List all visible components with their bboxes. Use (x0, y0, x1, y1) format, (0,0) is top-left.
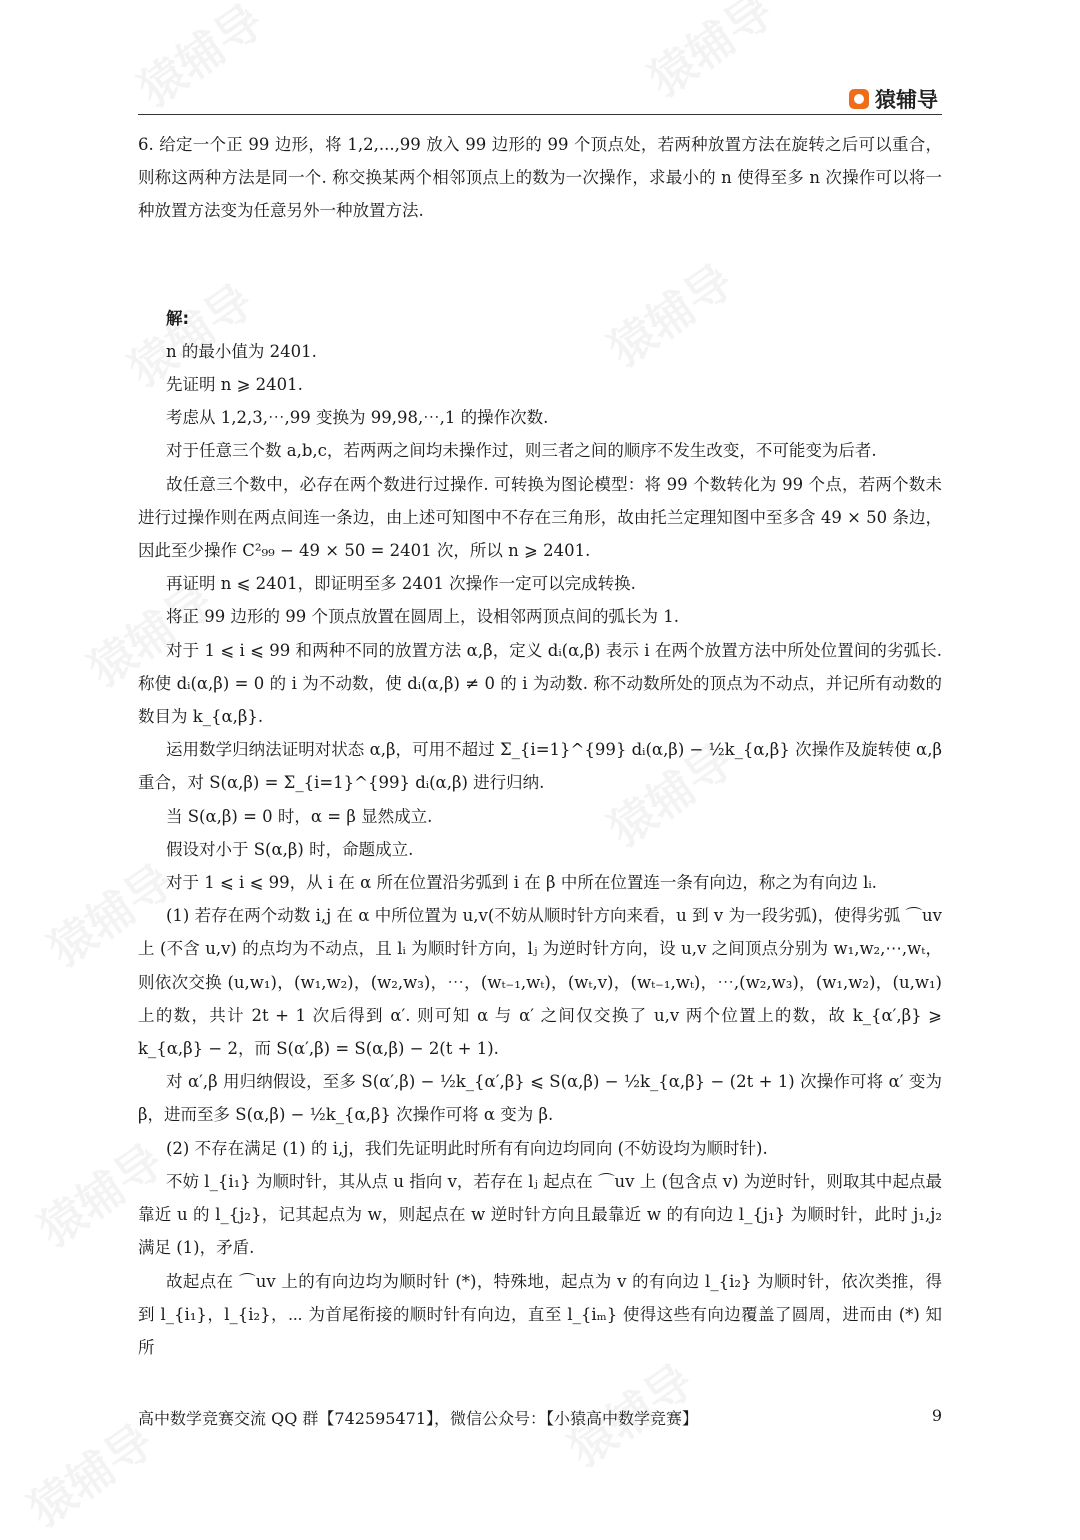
paragraph: 再证明 n ⩽ 2401，即证明至多 2401 次操作一定可以完成转换. (166, 574, 636, 594)
brand-logo (849, 84, 938, 114)
brand-logo-icon (849, 89, 869, 109)
watermark (124, 0, 275, 120)
footer-text: 高中数学竞赛交流 QQ 群【742595471】，微信公众号：【小猿高中数学竞赛】 (138, 1409, 699, 1428)
paragraph: 对 α′,β 用归纳假设，至多 S(α′,β) − ½k_{α′,β} ⩽ S(α,β) − ½k_{α,β} − (2t + 1) 次操作可将 α′ 变为 β，进而至多 S(α,β) − ½k_{α,β} 次操作可将 α 变为 β. (138, 1072, 942, 1125)
brand-name: 猿辅导 (875, 88, 938, 112)
paragraph: 对于 1 ⩽ i ⩽ 99，从 i 在 α 所在位置沿劣弧到 i 在 β 中所在位置连一条有向边，称之为有向边 lᵢ. (166, 873, 877, 893)
paragraph: 当 S(α,β) = 0 时，α = β 显然成立. (166, 806, 433, 826)
paragraph: (1) 若存在两个动数 i,j 在 α 中所位置为 u,v(不妨从顺时针方向来看，u 到 v 为一段劣弧)，使得劣弧 ⌒uv 上 (不含 u,v) 的点均为不动点，且 lᵢ 为顺时针方向，lⱼ 为逆时针方向，设 u,v 之间顶点分别为 w₁,w₂,⋯,wₜ，则依次交换 (u,w₁)，(w₁,w₂)，(w₂,w₃)，⋯，(wₜ₋₁,wₜ)，(wₜ,v)，(wₜ₋₁,wₜ)，⋯,(w₂,w₃)，(w₁,w₂)，(u,w₁) 上的数，共计 2t + 1 次后得到 α′. 则可知 α 与 α′ 之间仅交换了 u,v 两个位置上的数，故 k_{α′,β} ⩾ k_{α,β} − 2，而 S(α′,β) = S(α,β) − 2(t + 1). (138, 906, 942, 1059)
page-number: 9 (931, 1406, 942, 1425)
watermark (634, 0, 785, 110)
paragraph: 不妨 l_{i₁} 为顺时针，其从点 u 指向 v，若存在 lⱼ 起点在 ⌒uv 上 (包含点 v) 为逆时针，则取其中起点最靠近 u 的 l_{j₂}，记其起点为 w，则起点在 w 逆时针方向且最靠近 w 的有向边 l_{j₁} 为顺时针，此时 j₁,j₂ 满足 (1)，矛盾. (138, 1171, 942, 1258)
problem-statement: 6. 给定一个正 99 边形，将 1,2,...,99 放入 99 边形的 99 个顶点处，若两种放置方法在旋转之后可以重合，则称这两种方法是同一个. 称交换某两个相邻顶点上的数为一次操作，求最小的 n 使得至多 n 次操作可以将一种放置方法变为任意另外一种放置方法. (138, 135, 942, 221)
paragraph: (2) 不存在满足 (1) 的 i,j，我们先证明此时所有有向边均同向 (不妨设均为顺时针). (166, 1138, 768, 1158)
paragraph: 对于任意三个数 a,b,c，若两两之间均未操作过，则三者之间的顺序不发生改变，不可能变为后者. (166, 441, 877, 461)
page-footer (138, 1406, 942, 1429)
header-rule (138, 114, 942, 115)
paragraph: 运用数学归纳法证明对状态 α,β，可用不超过 Σ_{i=1}^{99} dᵢ(α,β) − ½k_{α,β} 次操作及旋转使 α,β 重合，对 S(α,β) = Σ_{i=1}^{99} dᵢ(α,β) 进行归纳. (138, 740, 942, 793)
solution-label: 解: (166, 308, 190, 328)
document-body (138, 128, 942, 1364)
paragraph: n 的最小值为 2401. (166, 341, 317, 361)
paragraph: 对于 1 ⩽ i ⩽ 99 和两种不同的放置方法 α,β，定义 dᵢ(α,β) 表示 i 在两个放置方法中所处位置间的劣弧长. 称使 dᵢ(α,β) = 0 的 i 为不动数，使 dᵢ(α,β) ≠ 0 的 i 为动数. 称不动数所处的顶点为不动点，并记所有动数的数目为 k_{α,β}. (138, 640, 942, 727)
paragraph: 假设对小于 S(α,β) 时，命题成立. (166, 839, 414, 859)
paragraph: 故起点在 ⌒uv 上的有向边均为顺时针 (*)，特殊地，起点为 v 的有向边 l_{i₂} 为顺时针，依次类推，得到 l_{i₁}，l_{i₂}，⋯ 为首尾衔接的顺时针有向边，直至 l_{iₘ} 使得这些有向边覆盖了圆周，进而由 (*) 知所 (138, 1271, 942, 1357)
paragraph: 先证明 n ⩾ 2401. (166, 375, 303, 395)
paragraph: 考虑从 1,2,3,⋯,99 变换为 99,98,⋯,1 的操作次数. (166, 408, 549, 428)
paragraph: 故任意三个数中，必存在两个数进行过操作. 可转换为图论模型：将 99 个数转化为 99 个点，若两个数未进行过操作则在两点间连一条边，由上述可知图中不存在三角形，故由托兰定理知图中至多含 49 × 50 条边，因此至少操作 C²₉₉ − 49 × 50 = 2401 次，所以 n ⩾ 2401. (138, 474, 942, 561)
paragraph: 将正 99 边形的 99 个顶点放置在圆周上，设相邻两顶点间的弧长为 1. (166, 607, 679, 627)
